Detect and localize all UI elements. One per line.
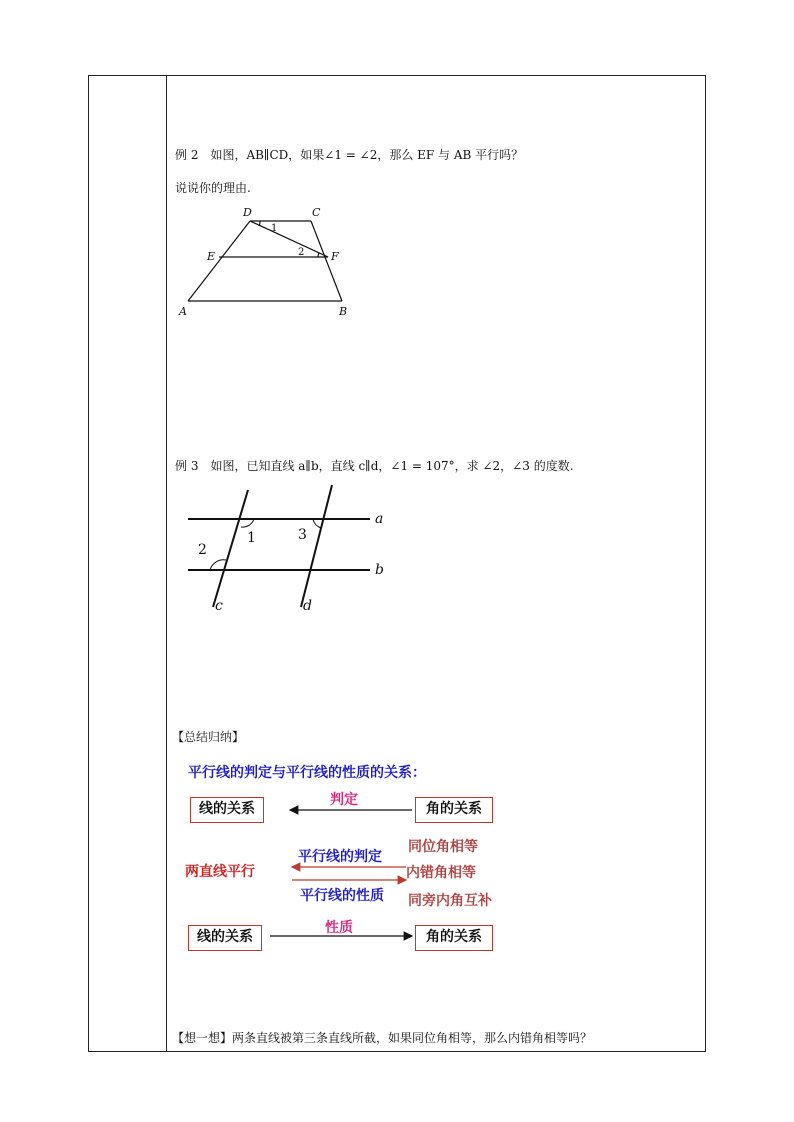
label-angle3: 3 (298, 527, 307, 543)
angle-relation-box-top: 角的关系 (415, 797, 493, 823)
property-of-parallel-label: 平行线的性质 (300, 888, 384, 904)
label-a: a (375, 511, 384, 527)
angle-case-co-interior: 同旁内角互补 (408, 893, 492, 909)
line-relation-box-top: 线的关系 (190, 797, 264, 823)
angle-relation-box-bottom: 角的关系 (415, 925, 493, 951)
label-d: d (303, 598, 312, 614)
label-B: B (339, 305, 348, 318)
summary-heading: 【总结归纳】 (172, 730, 245, 744)
parallel-lines-label: 两直线平行 (185, 864, 255, 880)
angle3-arc (313, 519, 321, 528)
segment-DF (250, 221, 328, 257)
angle1-arc (241, 519, 254, 527)
line-relation-box-bottom: 线的关系 (188, 925, 262, 951)
example3-question: 例 3 如图，已知直线 a∥b，直线 c∥d，∠1 = 107°，求 ∠2，∠3 的度数. (175, 459, 574, 473)
angle-case-alternate: 内错角相等 (406, 865, 476, 881)
example2-trapezoid-figure (170, 200, 370, 325)
example2-reason-prompt: 说说你的理由. (175, 181, 251, 195)
label-c: c (215, 598, 223, 614)
angle-case-corresponding: 同位角相等 (408, 839, 478, 855)
label-b: b (375, 562, 384, 578)
line-c (213, 490, 248, 607)
summary-diagram-title: 平行线的判定与平行线的性质的关系： (188, 765, 426, 781)
label-F: F (331, 250, 339, 263)
example3-parallel-lines-figure (180, 480, 395, 615)
label-angle2: 2 (298, 247, 305, 258)
table-column-divider (166, 75, 167, 1052)
label-angle1: 1 (271, 223, 278, 234)
label-A: A (179, 305, 187, 318)
judge-label: 判定 (330, 792, 358, 808)
label-D: D (243, 206, 252, 219)
judgement-label: 平行线的判定 (298, 849, 382, 865)
summary-arrows (180, 800, 420, 950)
label-C: C (312, 206, 321, 219)
angle1-arc (259, 221, 260, 226)
think-question: 【想一想】两条直线被第三条直线所截，如果同位角相等，那么内错角相等吗？ (172, 1031, 593, 1045)
example2-question: 例 2 如图，AB∥CD，如果∠1 = ∠2，那么 EF 与 AB 平行吗？ (175, 148, 524, 162)
property-label: 性质 (325, 920, 353, 936)
segment-AD (188, 221, 250, 301)
angle2-arc (318, 253, 319, 257)
label-angle2: 2 (198, 542, 207, 558)
label-angle1: 1 (247, 530, 256, 546)
label-E: E (207, 250, 216, 263)
line-d (301, 485, 332, 607)
